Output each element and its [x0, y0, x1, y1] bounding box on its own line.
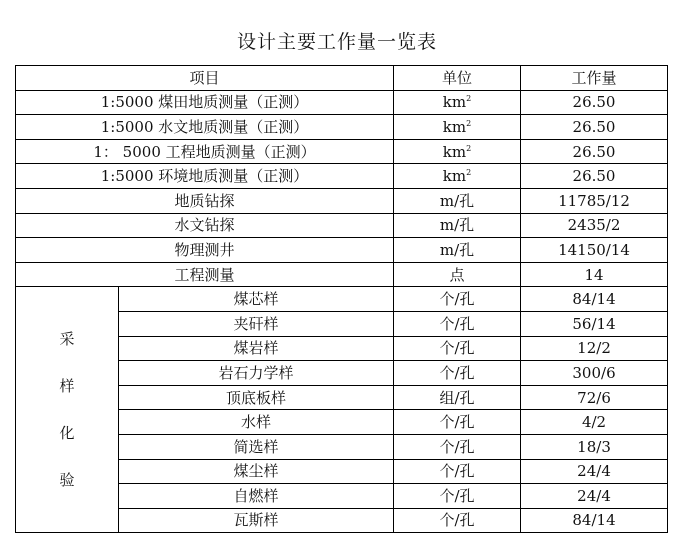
workload-table-body	[16, 66, 668, 533]
unit-cell: m/孔	[394, 238, 521, 263]
unit-cell: 个/孔	[394, 361, 521, 386]
unit-cell	[394, 164, 521, 189]
amount-cell: 11785/12	[521, 188, 668, 213]
workload-table	[15, 65, 668, 533]
unit-base: km	[442, 142, 467, 161]
unit-cell: 个/孔	[394, 508, 521, 533]
header-row	[16, 66, 668, 91]
item-cell: 岩石力学样	[119, 361, 394, 386]
unit-cell: 个/孔	[394, 484, 521, 509]
table-row	[16, 188, 668, 213]
item-cell: 1:5000 水文地质测量（正测）	[16, 115, 394, 140]
sampling-group-char: 采	[59, 329, 75, 348]
item-cell: 夹矸样	[119, 311, 394, 336]
item-cell: 1： 5000 工程地质测量（正测）	[16, 139, 394, 164]
unit-cell: 个/孔	[394, 434, 521, 459]
table-row	[16, 164, 668, 189]
header-item: 项目	[16, 66, 394, 91]
item-cell: 煤岩样	[119, 336, 394, 361]
unit-base: km	[442, 167, 467, 186]
item-cell: 简选样	[119, 434, 394, 459]
item-cell: 煤芯样	[119, 287, 394, 312]
item-cell: 顶底板样	[119, 385, 394, 410]
unit-cell: 个/孔	[394, 410, 521, 435]
amount-cell: 56/14	[521, 311, 668, 336]
unit-cell	[394, 139, 521, 164]
unit-cell: m/孔	[394, 213, 521, 238]
unit-cell: 个/孔	[394, 459, 521, 484]
unit-superscript: 2	[466, 118, 472, 128]
item-cell: 瓦斯样	[119, 508, 394, 533]
table-row	[16, 115, 668, 140]
amount-cell: 14	[521, 262, 668, 287]
amount-cell: 18/3	[521, 434, 668, 459]
amount-cell: 26.50	[521, 164, 668, 189]
amount-cell: 24/4	[521, 484, 668, 509]
item-cell: 物理测井	[16, 238, 394, 263]
unit-cell: 个/孔	[394, 287, 521, 312]
amount-cell: 14150/14	[521, 238, 668, 263]
unit-superscript: 2	[466, 94, 472, 104]
table-row	[16, 213, 668, 238]
unit-cell: m/孔	[394, 188, 521, 213]
item-cell: 煤尘样	[119, 459, 394, 484]
amount-cell: 24/4	[521, 459, 668, 484]
table-row	[16, 287, 668, 312]
table-row	[16, 262, 668, 287]
amount-cell: 72/6	[521, 385, 668, 410]
sampling-group-char: 验	[59, 470, 75, 489]
table-title: 设计主要工作量一览表	[236, 31, 437, 53]
amount-cell: 84/14	[521, 508, 668, 533]
unit-cell: 个/孔	[394, 336, 521, 361]
unit-base: km	[442, 93, 467, 112]
sampling-group-char: 样	[59, 376, 75, 395]
unit-superscript: 2	[466, 143, 472, 153]
item-cell: 水样	[119, 410, 394, 435]
amount-cell: 4/2	[521, 410, 668, 435]
header-amount: 工作量	[521, 66, 668, 91]
unit-cell	[394, 115, 521, 140]
amount-cell: 300/6	[521, 361, 668, 386]
item-cell: 地质钻探	[16, 188, 394, 213]
unit-cell: 组/孔	[394, 385, 521, 410]
table-row	[16, 139, 668, 164]
unit-cell	[394, 90, 521, 115]
item-cell: 水文钻探	[16, 213, 394, 238]
sampling-group-char: 化	[59, 423, 75, 442]
item-cell: 1:5000 环境地质测量（正测）	[16, 164, 394, 189]
unit-cell: 个/孔	[394, 311, 521, 336]
item-cell: 1:5000 煤田地质测量（正测）	[16, 90, 394, 115]
amount-cell: 26.50	[521, 139, 668, 164]
unit-cell: 点	[394, 262, 521, 287]
table-row	[16, 90, 668, 115]
item-cell: 工程测量	[16, 262, 394, 287]
table-row	[16, 238, 668, 263]
amount-cell: 84/14	[521, 287, 668, 312]
amount-cell: 12/2	[521, 336, 668, 361]
item-cell: 自燃样	[119, 484, 394, 509]
sampling-group-label	[16, 287, 119, 533]
unit-base: km	[442, 117, 467, 136]
amount-cell: 26.50	[521, 90, 668, 115]
amount-cell: 2435/2	[521, 213, 668, 238]
amount-cell: 26.50	[521, 115, 668, 140]
unit-superscript: 2	[466, 168, 472, 178]
header-unit: 单位	[394, 66, 521, 91]
